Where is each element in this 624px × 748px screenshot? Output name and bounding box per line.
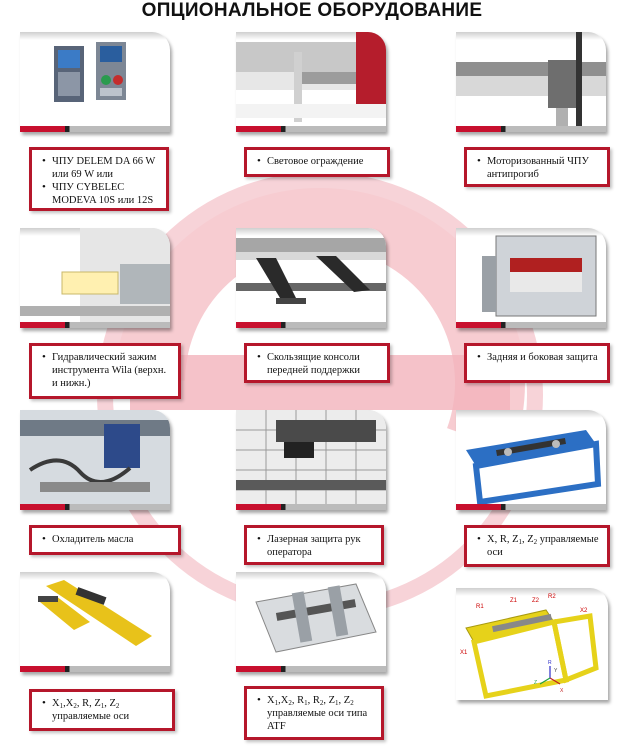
atf-backgauge-icon	[236, 572, 386, 672]
caption-line: • Моторизованный ЧПУ антипрогиб	[477, 155, 601, 181]
caption-line: • Скользящие консоли передней поддержки	[257, 351, 381, 377]
support-arms-icon	[236, 228, 386, 328]
caption-line: • Гидравлический зажим инструмента Wila (верхн. и нижн.)	[42, 351, 172, 390]
page-title: ОПЦИОНАЛЬНОЕ ОБОРУДОВАНИЕ	[141, 0, 483, 21]
backgauge-yellow-icon	[20, 572, 170, 672]
cnc-controller-icon	[20, 32, 170, 132]
hydraulic-clamp-icon	[20, 228, 170, 328]
caption-line: • Охладитель масла	[42, 533, 172, 546]
axis-label-x2: X2	[580, 608, 588, 614]
guarding-photo	[456, 228, 606, 328]
axis-label-z2: Z2	[532, 598, 540, 604]
caption-line: • Задняя и боковая защита	[477, 351, 601, 364]
caption-hydraulic-clamp	[29, 343, 181, 399]
backgauge-blue-photo	[456, 410, 606, 510]
axis-diagram-photo	[456, 588, 608, 700]
caption-guarding	[464, 343, 610, 383]
crowning-icon	[456, 32, 606, 132]
oil-cooler-photo	[20, 410, 170, 510]
caption-backgauge-x1x2	[29, 689, 175, 731]
axis-label-x: X	[560, 688, 564, 694]
axis-label-r1: R1	[476, 604, 484, 610]
crowning-photo	[456, 32, 606, 132]
axis-label-z: Z	[534, 680, 538, 686]
caption-cnc	[29, 147, 169, 211]
atf-backgauge-photo	[236, 572, 386, 672]
caption-crowning	[464, 147, 610, 187]
oil-cooler-icon	[20, 410, 170, 510]
axis-diagram-icon	[456, 588, 608, 700]
support-arms-photo	[236, 228, 386, 328]
caption-backgauge-xr	[464, 525, 610, 567]
caption-light-curtain	[244, 147, 390, 177]
axis-label-y: Y	[554, 668, 558, 674]
caption-laser-guard	[244, 525, 384, 565]
caption-oil-cooler	[29, 525, 181, 555]
light-curtain-icon	[236, 32, 386, 132]
cnc-controller-photo	[20, 32, 170, 132]
laser-guard-icon	[236, 410, 386, 510]
axis-label-r: R	[548, 660, 552, 666]
caption-line: • X, R, $Z_1$, $Z_2$ управляемые оси	[477, 533, 601, 559]
caption-support-arms	[244, 343, 390, 383]
caption-line: • ЧПУ DELEM DA 66 W или 69 W или	[42, 155, 160, 181]
guarding-icon	[456, 228, 606, 328]
caption-line: • Лазерная защита рук оператора	[257, 533, 375, 559]
backgauge-yellow-photo	[20, 572, 170, 672]
caption-atf	[244, 686, 384, 740]
caption-line: • ЧПУ CYBELEC MODEVA 10S или 12S	[42, 181, 160, 207]
caption-line: • Световое ограждение	[257, 155, 381, 168]
caption-line: • $X_1,X_2$, R, $Z_1$, $Z_2$ управляемые оси	[42, 697, 166, 723]
axis-label-z1: Z1	[510, 598, 518, 604]
caption-line: • $X_1,X_2$, $R_1$, $R_2$, $Z_1$, $Z_2$ управляемые оси типа ATF	[257, 694, 375, 733]
axis-label-r2: R2	[548, 594, 556, 600]
axis-label-x1: X1	[460, 650, 468, 656]
laser-guard-photo	[236, 410, 386, 510]
hydraulic-clamp-photo	[20, 228, 170, 328]
backgauge-blue-icon	[456, 410, 606, 510]
light-curtain-photo	[236, 32, 386, 132]
